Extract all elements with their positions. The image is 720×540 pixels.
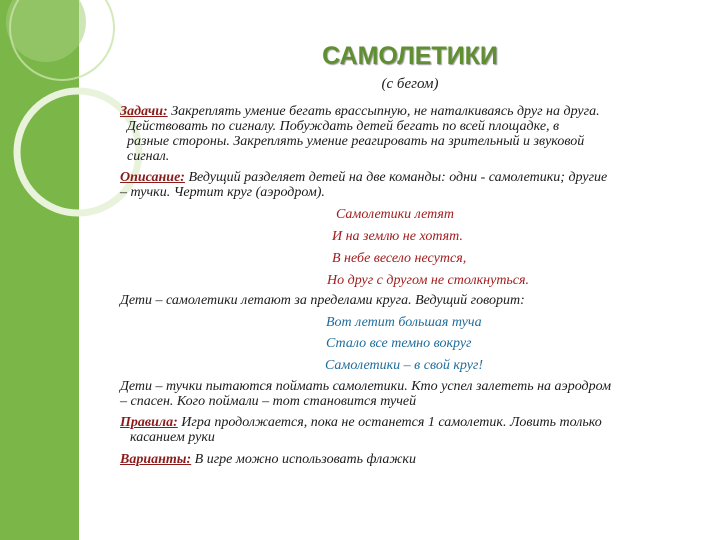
- children-clouds-line-2: – спасен. Кого поймали – тот становится тучей: [120, 394, 417, 409]
- tasks-paragraph: [120, 104, 690, 164]
- poem1-line-2: И на землю не хотят.: [332, 229, 463, 244]
- children-clouds-line-1: Дети – тучки пытаются поймать самолетики. Кто успел залететь на аэродром: [120, 379, 611, 394]
- description-line-1: Ведущий разделяет детей на две команды: одни - самолетики; другие: [188, 170, 608, 185]
- variants-label: Варианты:: [120, 452, 192, 467]
- description-line-2: – тучки. Чертит круг (аэродром).: [120, 185, 325, 200]
- poem2-line-2: Стало все темно вокруг: [326, 336, 472, 351]
- page-subtitle: (с бегом): [381, 76, 439, 92]
- variants-text: В игре можно использовать флажки: [194, 452, 416, 467]
- poem1-line-1: Самолетики летят: [336, 207, 455, 222]
- poem1-line-4: Но друг с другом не столкнуться.: [327, 273, 530, 288]
- poem2-line-3: Самолетики – в свой круг!: [325, 358, 484, 373]
- description-label: Описание:: [120, 170, 185, 185]
- tasks-line-4: сигнал.: [127, 149, 170, 164]
- poem1-line-3: В небе весело несутся,: [332, 251, 467, 266]
- children-clouds-paragraph: [120, 379, 690, 409]
- children-planes-line: Дети – самолетики летают за пределами круга. Ведущий говорит:: [120, 293, 525, 308]
- variants-paragraph: [120, 452, 690, 467]
- poem2-line-1: Вот летит большая туча: [326, 315, 482, 330]
- page-title: САМОЛЕТИКИ: [322, 42, 498, 70]
- rules-paragraph: [120, 415, 690, 445]
- rules-line-2: касанием руки: [130, 430, 215, 445]
- rules-line-1: Игра продолжается, пока не останется 1 самолетик. Ловить только: [181, 415, 602, 430]
- description-paragraph: [120, 170, 690, 200]
- tasks-line-2: Действовать по сигналу. Побуждать детей бегать по всей площадке, в: [127, 119, 560, 134]
- tasks-line-1: Закреплять умение бегать врассыпную, не наталкиваясь друг на друга.: [171, 104, 600, 119]
- rules-label: Правила:: [120, 415, 178, 430]
- green-sidebar: [0, 0, 79, 540]
- tasks-label: Задачи:: [120, 104, 168, 119]
- tasks-line-3: разные стороны. Закреплять умение реагировать на зрительный и звуковой: [127, 134, 585, 149]
